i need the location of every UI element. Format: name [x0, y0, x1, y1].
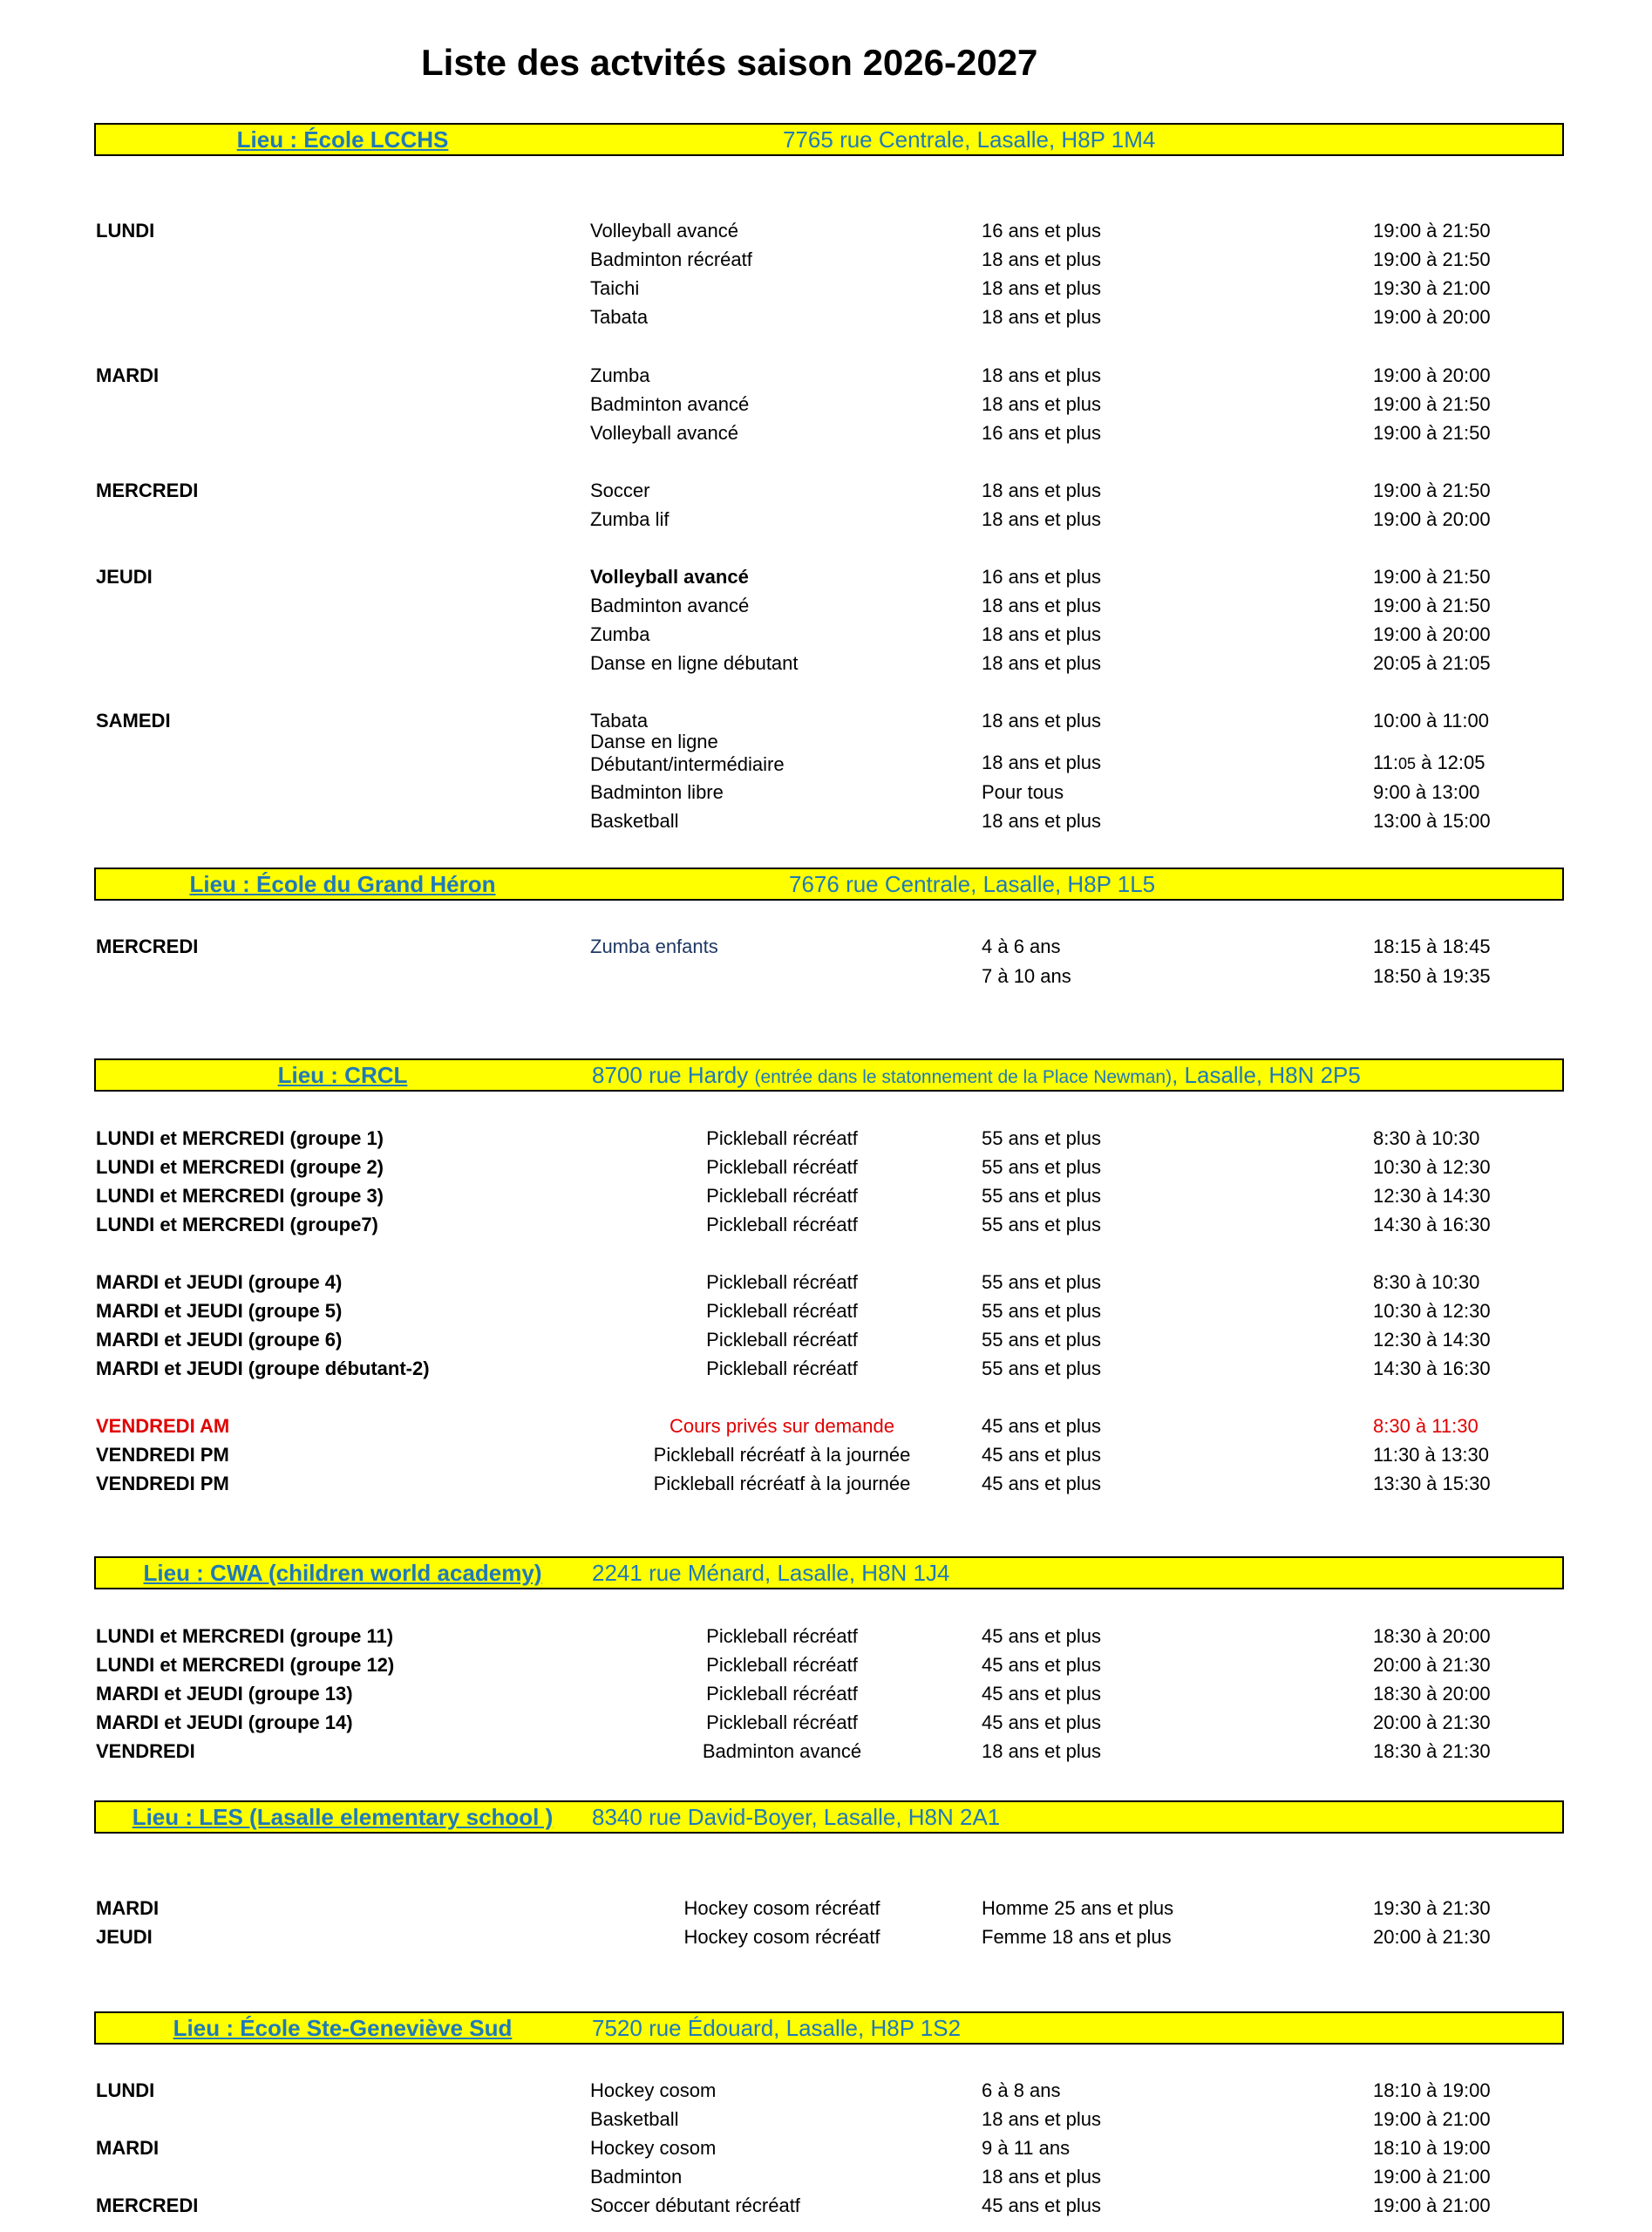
activity-name: Soccer débutant récréatf [590, 2195, 800, 2216]
venue-name[interactable]: Lieu : CRCL [277, 1062, 408, 1088]
activity-name: Zumba lif [590, 508, 670, 530]
time-slot: 19:00 à 20:00 [1373, 623, 1491, 645]
age-group: Homme 25 ans et plus [982, 1897, 1174, 1919]
activity-name: Pickleball récréatf [706, 1300, 858, 1322]
schedule-row [0, 932, 1652, 961]
activity-name: Hockey cosom [590, 2137, 717, 2159]
activity-name: Pickleball récréatf [706, 1654, 858, 1676]
venue-address: 7765 rue Centrale, Lasalle, H8P 1M4 [783, 126, 1156, 153]
activity-name: Danse en ligne débutant [590, 652, 799, 674]
venue-address: 2241 rue Ménard, Lasalle, H8N 1J4 [592, 1560, 950, 1586]
schedule-row [0, 1412, 1652, 1440]
age-group: 55 ans et plus [982, 1329, 1101, 1351]
day-label: LUNDI et MERCREDI (groupe7) [96, 1214, 378, 1235]
age-group: 45 ans et plus [982, 1415, 1101, 1437]
time-slot: 18:10 à 19:00 [1373, 2079, 1491, 2101]
venue-name[interactable]: Lieu : École LCCHS [236, 126, 449, 153]
day-label: VENDREDI AM [96, 1415, 230, 1437]
schedule-row [0, 505, 1652, 534]
activity-name: Danse en ligne Débutant/intermédiaire [590, 731, 785, 775]
age-group: 18 ans et plus [982, 2166, 1101, 2188]
time-slot: 19:30 à 21:30 [1373, 1897, 1491, 1919]
schedule-row [0, 591, 1652, 620]
day-label: VENDREDI [96, 1740, 195, 1762]
age-group: 18 ans et plus [982, 364, 1101, 386]
activity-name: Cours privés sur demande [669, 1415, 895, 1437]
schedule-row [0, 1268, 1652, 1296]
time-slot: 19:00 à 21:50 [1373, 480, 1491, 501]
age-group: 55 ans et plus [982, 1300, 1101, 1322]
day-label: LUNDI et MERCREDI (groupe 12) [96, 1654, 395, 1676]
time-slot: 19:00 à 21:50 [1373, 248, 1491, 270]
time-slot: 10:30 à 12:30 [1373, 1300, 1491, 1322]
schedule-row [0, 1650, 1652, 1679]
schedule-row [0, 1440, 1652, 1469]
activity-name: Tabata [590, 306, 649, 328]
venue-header-grand-heron [94, 868, 1564, 901]
day-label: VENDREDI PM [96, 1444, 229, 1466]
day-label: JEUDI [96, 1926, 153, 1948]
day-label: LUNDI [96, 2079, 155, 2101]
time-slot: 19:00 à 20:00 [1373, 306, 1491, 328]
schedule-row [0, 418, 1652, 447]
time-slot: 20:00 à 21:30 [1373, 1926, 1491, 1948]
activity-name: Pickleball récréatf [706, 1271, 858, 1293]
day-label: LUNDI et MERCREDI (groupe 3) [96, 1185, 384, 1207]
page-title: Liste des actvités saison 2026-2027 [421, 42, 1038, 83]
age-group: 18 ans et plus [982, 810, 1101, 832]
time-slot: 19:00 à 21:00 [1373, 2195, 1491, 2216]
time-slot: 11:30 à 13:30 [1373, 1444, 1489, 1466]
age-group: 18 ans et plus [982, 1740, 1101, 1762]
time-slot: 11:05 à 12:05 [1373, 752, 1485, 773]
day-label: VENDREDI PM [96, 1473, 229, 1494]
time-slot: 8:30 à 11:30 [1373, 1415, 1479, 1437]
schedule-row [0, 1296, 1652, 1325]
age-group: 55 ans et plus [982, 1271, 1101, 1293]
venue-address: 7520 rue Édouard, Lasalle, H8P 1S2 [592, 2015, 962, 2041]
schedule-row [0, 2191, 1652, 2220]
age-group: Femme 18 ans et plus [982, 1926, 1172, 1948]
schedule-row [0, 2105, 1652, 2133]
schedule-row [0, 1354, 1652, 1383]
activity-name: Badminton récréatf [590, 248, 752, 270]
time-slot: 19:30 à 21:00 [1373, 277, 1491, 299]
activity-name: Pickleball récréatf [706, 1214, 858, 1235]
time-slot: 19:00 à 21:00 [1373, 2166, 1491, 2188]
schedule-row [0, 2076, 1652, 2105]
age-group: 18 ans et plus [982, 306, 1101, 328]
day-label: MARDI et JEUDI (groupe 14) [96, 1711, 353, 1733]
activity-name: Zumba enfants [590, 936, 718, 957]
time-slot: 19:00 à 21:50 [1373, 595, 1491, 616]
age-group: 45 ans et plus [982, 2195, 1101, 2216]
time-slot: 10:00 à 11:00 [1373, 710, 1489, 732]
age-group: 18 ans et plus [982, 623, 1101, 645]
activity-name: Pickleball récréatf [706, 1329, 858, 1351]
activity-name: Pickleball récréatf [706, 1711, 858, 1733]
time-slot: 18:30 à 20:00 [1373, 1625, 1491, 1647]
age-group: 6 à 8 ans [982, 2079, 1061, 2101]
schedule-row [0, 2162, 1652, 2191]
schedule-row [0, 778, 1652, 806]
time-slot: 19:00 à 20:00 [1373, 364, 1491, 386]
age-group: 18 ans et plus [982, 652, 1101, 674]
schedule-row [0, 806, 1652, 835]
activity-name: Taichi [590, 277, 640, 299]
schedule-row [0, 1124, 1652, 1153]
activity-name: Volleyball avancé [590, 422, 739, 444]
day-label: MARDI [96, 364, 160, 386]
activity-name: Soccer [590, 480, 650, 501]
activity-name: Pickleball récréatf [706, 1625, 858, 1647]
time-slot: 13:30 à 15:30 [1373, 1473, 1491, 1494]
activity-name: Zumba [590, 364, 650, 386]
schedule-row [0, 1325, 1652, 1354]
day-label: LUNDI [96, 220, 155, 242]
age-group: 16 ans et plus [982, 220, 1101, 242]
schedule-row [0, 649, 1652, 677]
age-group: 18 ans et plus [982, 595, 1101, 616]
day-label: MARDI et JEUDI (groupe 4) [96, 1271, 343, 1293]
time-slot: 13:00 à 15:00 [1373, 810, 1491, 832]
schedule-row [0, 731, 1652, 776]
schedule-row [0, 1922, 1652, 1951]
venue-name[interactable]: Lieu : LES (Lasalle elementary school ) [132, 1804, 554, 1830]
time-slot: 19:00 à 21:50 [1373, 393, 1491, 415]
schedule-row [0, 1708, 1652, 1737]
age-group: 45 ans et plus [982, 1625, 1101, 1647]
time-slot: 19:00 à 21:50 [1373, 566, 1491, 588]
schedule-row [0, 245, 1652, 274]
time-slot: 10:30 à 12:30 [1373, 1156, 1491, 1178]
age-group: 18 ans et plus [982, 277, 1101, 299]
activity-name: Pickleball récréatf à la journée [653, 1444, 911, 1466]
time-slot: 18:30 à 20:00 [1373, 1683, 1491, 1705]
schedule-row [0, 562, 1652, 591]
activity-name: Basketball [590, 2108, 679, 2130]
schedule-row [0, 1469, 1652, 1498]
time-slot: 18:10 à 19:00 [1373, 2137, 1491, 2159]
schedule-row [0, 620, 1652, 649]
day-label: MERCREDI [96, 2195, 199, 2216]
schedule-row [0, 1894, 1652, 1922]
schedule-row [0, 1153, 1652, 1181]
activity-name: Volleyball avancé [590, 220, 739, 242]
activity-name: Hockey cosom [590, 2079, 717, 2101]
age-group: 45 ans et plus [982, 1654, 1101, 1676]
activity-name: Hockey cosom récréatf [683, 1926, 880, 1948]
day-label: MARDI et JEUDI (groupe 6) [96, 1329, 343, 1351]
time-slot: 12:30 à 14:30 [1373, 1185, 1491, 1207]
activity-name: Badminton avancé [702, 1740, 862, 1762]
schedule-row [0, 1210, 1652, 1239]
venue-header-les [94, 1800, 1564, 1834]
activity-name: Pickleball récréatf [706, 1683, 858, 1705]
activity-name: Volleyball avancé [590, 566, 749, 588]
time-slot: 8:30 à 10:30 [1373, 1127, 1480, 1149]
activity-name: Pickleball récréatf [706, 1127, 858, 1149]
schedule-row [0, 216, 1652, 245]
schedule-row [0, 2133, 1652, 2162]
age-group: 7 à 10 ans [982, 965, 1071, 987]
schedule-row [0, 390, 1652, 418]
activity-name: Pickleball récréatf à la journée [653, 1473, 911, 1494]
schedule-row [0, 1622, 1652, 1650]
time-slot: 14:30 à 16:30 [1373, 1214, 1491, 1235]
day-label: MERCREDI [96, 936, 199, 957]
day-label: SAMEDI [96, 710, 171, 732]
activity-name: Pickleball récréatf [706, 1358, 858, 1379]
activity-name: Pickleball récréatf [706, 1185, 858, 1207]
age-group: 9 à 11 ans [982, 2137, 1071, 2159]
schedule-row [0, 274, 1652, 303]
schedule-row [0, 361, 1652, 390]
age-group: 55 ans et plus [982, 1156, 1101, 1178]
age-group: 45 ans et plus [982, 1473, 1101, 1494]
age-group: 16 ans et plus [982, 422, 1101, 444]
time-slot: 18:30 à 21:30 [1373, 1740, 1491, 1762]
schedule-row [0, 962, 1652, 990]
age-group: 18 ans et plus [982, 393, 1101, 415]
activity-name: Zumba [590, 623, 650, 645]
schedule-row [0, 476, 1652, 505]
age-group: 55 ans et plus [982, 1185, 1101, 1207]
day-label: LUNDI et MERCREDI (groupe 1) [96, 1127, 384, 1149]
age-group: 18 ans et plus [982, 248, 1101, 270]
venue-header-lcchs [94, 123, 1564, 156]
schedule-row [0, 1737, 1652, 1766]
age-group: 45 ans et plus [982, 1444, 1101, 1466]
time-slot: 20:00 à 21:30 [1373, 1654, 1491, 1676]
activity-name: Badminton avancé [590, 595, 750, 616]
day-label: LUNDI et MERCREDI (groupe 11) [96, 1625, 394, 1647]
time-slot: 20:00 à 21:30 [1373, 1711, 1491, 1733]
day-label: JEUDI [96, 566, 153, 588]
time-slot: 8:30 à 10:30 [1373, 1271, 1480, 1293]
day-label: LUNDI et MERCREDI (groupe 2) [96, 1156, 384, 1178]
schedule-row [0, 1679, 1652, 1708]
age-group: 45 ans et plus [982, 1711, 1101, 1733]
time-slot: 19:00 à 21:50 [1373, 220, 1491, 242]
venue-name[interactable]: Lieu : École Ste-Geneviève Sud [173, 2015, 513, 2041]
activity-name: Badminton libre [590, 781, 724, 803]
venue-name[interactable]: Lieu : École du Grand Héron [189, 871, 496, 897]
time-slot: 14:30 à 16:30 [1373, 1358, 1491, 1379]
age-group: 45 ans et plus [982, 1683, 1101, 1705]
time-slot: 19:00 à 20:00 [1373, 508, 1491, 530]
age-group: 18 ans et plus [982, 508, 1101, 530]
activity-name: Basketball [590, 810, 679, 832]
age-group: 4 à 6 ans [982, 936, 1061, 957]
schedule-row [0, 303, 1652, 331]
venue-address: 7676 rue Centrale, Lasalle, H8P 1L5 [789, 871, 1156, 897]
activity-name: Tabata [590, 710, 649, 732]
time-slot: 18:15 à 18:45 [1373, 936, 1491, 957]
age-group: 55 ans et plus [982, 1214, 1101, 1235]
schedule-row [0, 1181, 1652, 1210]
time-slot: 20:05 à 21:05 [1373, 652, 1491, 674]
age-group: 18 ans et plus [982, 480, 1101, 501]
venue-header-crcl [94, 1058, 1564, 1092]
time-slot: 9:00 à 13:00 [1373, 781, 1480, 803]
activity-name: Badminton avancé [590, 393, 750, 415]
venue-header-cwa [94, 1556, 1564, 1589]
day-label: MERCREDI [96, 480, 199, 501]
time-slot: 19:00 à 21:50 [1373, 422, 1491, 444]
venue-address: 8700 rue Hardy (entrée dans le statonnement de la Place Newman), Lasalle, H8N 2P5 [592, 1062, 1361, 1088]
day-label: MARDI et JEUDI (groupe 5) [96, 1300, 343, 1322]
venue-header-ste-genevieve [94, 2011, 1564, 2045]
day-label: MARDI [96, 1897, 160, 1919]
age-group: Pour tous [982, 781, 1064, 803]
day-label: MARDI [96, 2137, 160, 2159]
age-group: 55 ans et plus [982, 1127, 1101, 1149]
age-group: 18 ans et plus [982, 710, 1101, 732]
age-group: 18 ans et plus [982, 2108, 1101, 2130]
activity-name: Pickleball récréatf [706, 1156, 858, 1178]
time-slot: 19:00 à 21:00 [1373, 2108, 1491, 2130]
time-slot: 12:30 à 14:30 [1373, 1329, 1491, 1351]
activity-name: Badminton [590, 2166, 683, 2188]
activity-name: Hockey cosom récréatf [683, 1897, 880, 1919]
venue-name[interactable]: Lieu : CWA (children world academy) [143, 1560, 542, 1586]
day-label: MARDI et JEUDI (groupe débutant-2) [96, 1358, 430, 1379]
age-group: 55 ans et plus [982, 1358, 1101, 1379]
time-slot: 18:50 à 19:35 [1373, 965, 1491, 987]
day-label: MARDI et JEUDI (groupe 13) [96, 1683, 353, 1705]
age-group: 16 ans et plus [982, 566, 1101, 588]
age-group: 18 ans et plus [982, 752, 1101, 773]
venue-address: 8340 rue David-Boyer, Lasalle, H8N 2A1 [592, 1804, 1001, 1830]
